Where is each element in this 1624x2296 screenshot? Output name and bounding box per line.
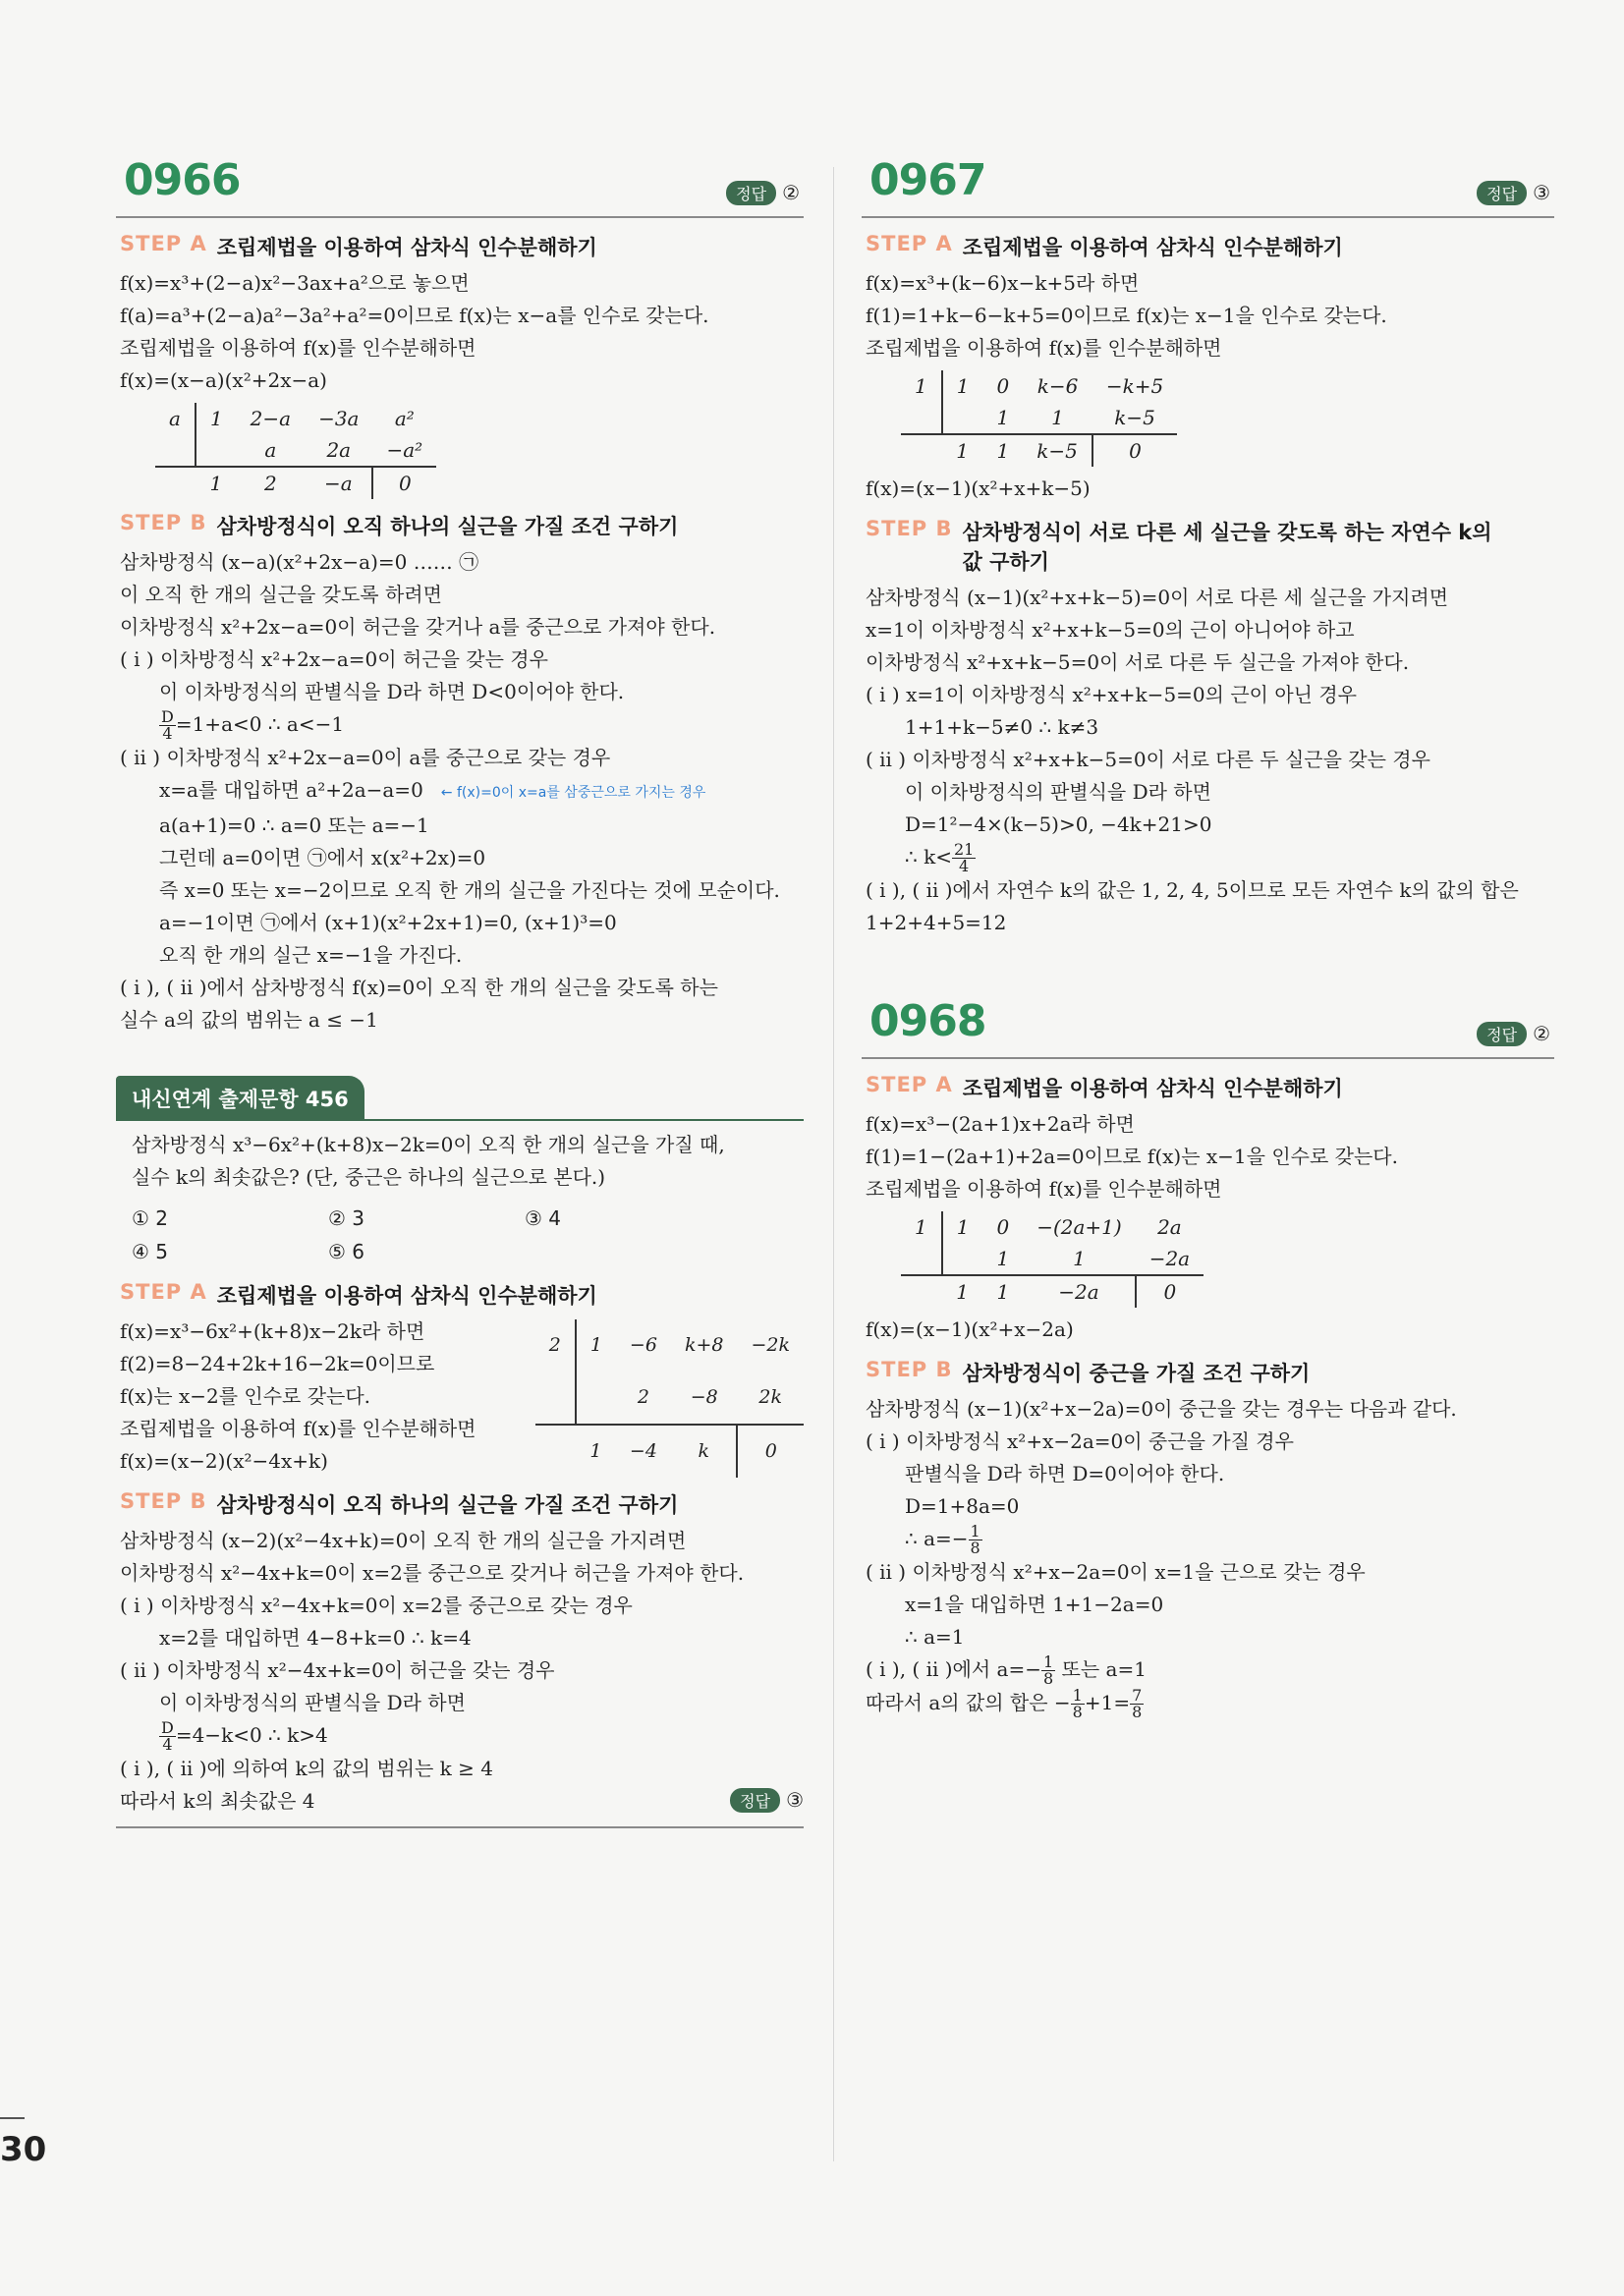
step-b-heading: [120, 1489, 804, 1519]
step-tag: STEP B: [120, 511, 207, 534]
solution-line: ( ii ) 이차방정식 x²+2x−a=0이 a를 중근으로 갖는 경우: [120, 746, 611, 769]
solution-line: 이차방정식 x²−4x+k=0이 x=2를 중근으로 갖거나 허근을 가져야 한다.: [120, 1561, 745, 1585]
answer-value: ③: [786, 1788, 804, 1812]
synthetic-division-table: [155, 403, 436, 499]
step-a-lines: [116, 1316, 476, 1478]
coef: k−5: [1036, 439, 1078, 463]
solution-line: ( ii ) 이차방정식 x²−4x+k=0이 허근을 갖는 경우: [120, 1658, 555, 1682]
solution-line: 삼차방정식 (x−1)(x²+x−2a)=0이 중근을 갖는 경우는 다음과 같다.: [866, 1397, 1457, 1421]
divisor: 1: [901, 370, 942, 402]
solution-line: f(2)=8−24+2k+16−2k=0이므로: [120, 1352, 435, 1375]
solution-line: f(x)는 x−2를 인수로 갖는다.: [120, 1384, 371, 1408]
solution-line: x=1을 대입하면 1+1−2a=0: [905, 1593, 1164, 1616]
step-tag: STEP B: [120, 1489, 207, 1513]
expr: ( i ), ( ii )에서 a=−: [866, 1657, 1041, 1681]
solution-line: f(1)=1−(2a+1)+2a=0이므로 f(x)는 x−1을 인수로 갖는다.: [866, 1145, 1398, 1168]
solution-line: 판별식을 D라 하면 D=0이어야 한다.: [905, 1462, 1225, 1485]
page-number-rule: [0, 2117, 25, 2119]
step-title: 조립제법을 이용하여 삼차식 인수분해하기: [962, 236, 1343, 259]
fraction: $\frac{1}{8}$: [1072, 1686, 1083, 1721]
solution-line: [866, 1687, 1554, 1720]
solution-line: 오직 한 개의 실근 x=−1을 가진다.: [159, 943, 463, 967]
step-a-body: [116, 1316, 804, 1478]
coef: 1: [589, 1334, 602, 1357]
solution-line: 삼차방정식 (x−a)(x²+2x−a)=0 …… ㉠: [120, 550, 479, 574]
coef: 2a: [305, 434, 372, 467]
question-number: 0966: [124, 155, 241, 205]
coef: 1: [956, 1215, 970, 1239]
solution-line: f(1)=1+k−6−k+5=0이므로 f(x)는 x−1을 인수로 갖는다.: [866, 304, 1387, 327]
answer-value: ②: [782, 181, 800, 204]
divisor: a: [155, 403, 196, 434]
solution-line: 실수 a의 값의 범위는 a ≤ −1: [120, 1008, 378, 1032]
coef: 1: [209, 407, 223, 430]
question-header-0968: [862, 988, 1554, 1059]
solution-line: D=1²−4×(k−5)>0, −4k+21>0: [905, 812, 1212, 836]
solution-line: [905, 841, 1554, 874]
solution-line: 조립제법을 이용하여 f(x)를 인수분해하면: [866, 1177, 1222, 1201]
answer-indicator: [726, 181, 800, 205]
remainder: 0: [1136, 1275, 1204, 1308]
coef: 1: [956, 1280, 969, 1304]
remainder: 0: [1092, 434, 1177, 467]
step-a-heading: [866, 1073, 1554, 1102]
expr: =4−k<0 ∴ k>4: [175, 1723, 328, 1747]
step-tag: STEP A: [120, 1280, 207, 1304]
solution-line: ( ii ) 이차방정식 x²+x+k−5=0이 서로 다른 두 실근을 갖는 경우: [866, 748, 1430, 771]
expr: 또는 a=1: [1055, 1657, 1147, 1681]
coef: 1: [589, 1440, 602, 1463]
solution-line: 따라서 k의 최솟값은 4: [120, 1789, 315, 1813]
step-tag: STEP A: [866, 1073, 953, 1096]
left-column: [116, 147, 804, 1828]
fraction: $\frac{7}{8}$: [1132, 1686, 1143, 1721]
solution-line: 이 이차방정식의 판별식을 D라 하면: [159, 1691, 466, 1714]
answer-choices: [132, 1202, 804, 1268]
coef: 2: [616, 1372, 671, 1425]
expr: 따라서 a의 값의 합은 −: [866, 1691, 1071, 1714]
coef: −a²: [372, 434, 436, 467]
coef: [196, 434, 237, 467]
solution-line: 그런데 a=0이면 ㉠에서 x(x²+2x)=0: [159, 846, 486, 869]
page-number: 30: [0, 2130, 47, 2169]
solution-line: 이차방정식 x²+x+k−5=0이 서로 다른 두 실근을 가져야 한다.: [866, 650, 1410, 674]
coef: −(2a+1): [1036, 1215, 1122, 1239]
solution-line: 이 이차방정식의 판별식을 D라 하면: [905, 780, 1211, 804]
solution-line: [159, 774, 804, 810]
coef: −8: [671, 1372, 738, 1425]
solution-line: a=−1이면 ㉠에서 (x+1)(x²+2x+1)=0, (x+1)³=0: [159, 911, 617, 934]
solution-line: f(x)=x³−(2a+1)x+2a라 하면: [866, 1112, 1135, 1136]
answer-label: 정답: [726, 181, 776, 205]
step-b-heading: [120, 511, 804, 540]
question-number: 0967: [869, 155, 986, 205]
coef: −3a: [318, 407, 360, 430]
coef: −k+5: [1105, 374, 1164, 398]
coef: a: [237, 434, 305, 467]
coef: 1: [956, 439, 969, 463]
coef: k: [698, 1440, 709, 1463]
step-title: 조립제법을 이용하여 삼차식 인수분해하기: [216, 236, 597, 259]
step-tag: STEP A: [120, 232, 207, 255]
column-divider: [833, 167, 834, 2161]
expr: ∴ a=−: [905, 1527, 969, 1550]
solution-line: ( i ), ( ii )에 의하여 k의 값의 범위는 k ≥ 4: [120, 1757, 493, 1780]
solution-line: a(a+1)=0 ∴ a=0 또는 a=−1: [159, 813, 429, 837]
coef: k+8: [684, 1334, 724, 1357]
expr: ∴ k<: [905, 845, 952, 868]
synthetic-division-table: [901, 1211, 1204, 1308]
expr: =1+a<0 ∴ a<−1: [175, 712, 345, 736]
section-end-rule: [116, 1826, 804, 1828]
step-title: 삼차방정식이 중근을 가질 조건 구하기: [962, 1362, 1311, 1385]
coef: [942, 402, 983, 434]
solution-line: x=2를 대입하면 4−8+k=0 ∴ k=4: [159, 1626, 472, 1650]
coef: 1: [996, 1280, 1010, 1304]
coef: [942, 1243, 983, 1275]
divisor: 2: [535, 1319, 576, 1372]
coef: 1: [982, 402, 1023, 434]
expr: x=a를 대입하면 a²+2a−a=0: [159, 778, 423, 802]
solution-line: 삼차방정식 (x−2)(x²−4x+k)=0이 오직 한 개의 실근을 가지려면: [120, 1529, 687, 1552]
solution-line: ( i ), ( ii )에서 자연수 k의 값은 1, 2, 4, 5이므로 모든 자연수 k의 값의 합은: [866, 878, 1519, 902]
coef: 1: [1023, 1243, 1136, 1275]
coef: k−6: [1036, 374, 1079, 398]
solution-line: 1+1+k−5≠0 ∴ k≠3: [905, 715, 1099, 739]
step-b-heading: [866, 517, 1554, 576]
solution-line: ( i ) 이차방정식 x²+2x−a=0이 허근을 갖는 경우: [120, 647, 548, 671]
coef: k−5: [1092, 402, 1177, 434]
solution-line: D=1+8a=0: [905, 1494, 1020, 1518]
remainder: 0: [372, 467, 436, 499]
solution-line: [905, 1523, 1554, 1556]
solution-line: f(x)=x³+(k−6)x−k+5라 하면: [866, 271, 1140, 295]
choice-5[interactable]: ⑤ 6: [328, 1240, 365, 1263]
solution-line: x=1이 이차방정식 x²+x+k−5=0의 근이 아니어야 하고: [866, 618, 1355, 642]
solution-line: 조립제법을 이용하여 f(x)를 인수분해하면: [120, 336, 476, 360]
coef: [576, 1372, 616, 1425]
solution-line: [159, 1719, 804, 1753]
choice-3[interactable]: ③ 4: [525, 1206, 562, 1230]
solution-line: f(x)=(x−1)(x²+x−2a): [866, 1317, 1074, 1341]
coef: −4: [629, 1440, 657, 1463]
solution-line: f(x)=(x−2)(x²−4x+k): [120, 1449, 328, 1473]
expr: +1=: [1084, 1691, 1131, 1714]
solution-line: ( i ), ( ii )에서 삼차방정식 f(x)=0이 오직 한 개의 실근을 갖도록 하는: [120, 976, 718, 999]
solution-line: f(x)=(x−a)(x²+2x−a): [120, 368, 327, 392]
solution-line: ∴ a=1: [905, 1625, 965, 1649]
solution-line: ( ii ) 이차방정식 x²+x−2a=0이 x=1을 근으로 갖는 경우: [866, 1560, 1366, 1584]
synthetic-division-table: [901, 370, 1177, 467]
step-title: 삼차방정식이 오직 하나의 실근을 가질 조건 구하기: [216, 515, 679, 538]
step-tag: STEP B: [866, 517, 953, 540]
coef: 1: [1023, 402, 1092, 434]
coef: 1: [209, 472, 223, 495]
step-b-heading: [866, 1358, 1554, 1387]
coef: 2a: [1157, 1215, 1182, 1239]
choice-4[interactable]: ④ 5: [132, 1240, 169, 1263]
solution-line: ( i ) x=1이 이차방정식 x²+x+k−5=0의 근이 아닌 경우: [866, 683, 1357, 706]
answer-value: ②: [1533, 1022, 1550, 1045]
answer-label: 정답: [1477, 1022, 1527, 1046]
coef: 2k: [737, 1372, 804, 1425]
step-a-heading: [866, 232, 1554, 261]
coef: 0: [996, 374, 1010, 398]
step-a-heading: [120, 232, 804, 261]
fraction: $\frac{21}{4}$: [953, 840, 975, 875]
step-title: 조립제법을 이용하여 삼차식 인수분해하기: [962, 1077, 1343, 1100]
margin-note: ← f(x)=0이 x=a를 삼중근으로 가지는 경우: [440, 785, 706, 801]
synthetic-division-table: [535, 1319, 804, 1478]
solution-line: 조립제법을 이용하여 f(x)를 인수분해하면: [120, 1417, 476, 1440]
step-title: 삼차방정식이 서로 다른 세 실근을 갖도록 하는 자연수 k의 값 구하기: [962, 521, 1492, 574]
answer-indicator: [1477, 1022, 1550, 1046]
coef: 1: [996, 439, 1010, 463]
step-a-heading: [120, 1280, 804, 1310]
solution-line: 1+2+4+5=12: [866, 911, 1007, 934]
coef: −2k: [751, 1334, 790, 1357]
solution-line: 이 이차방정식의 판별식을 D라 하면 D<0이어야 한다.: [159, 680, 625, 703]
step-tag: STEP B: [866, 1358, 953, 1381]
choice-2[interactable]: ② 3: [328, 1206, 365, 1230]
question-text: 삼차방정식 x³−6x²+(k+8)x−2k=0이 오직 한 개의 실근을 가질 때,: [132, 1133, 725, 1156]
coef: 1: [956, 374, 970, 398]
solution-line: f(a)=a³+(2−a)a²−3a²+a²=0이므로 f(x)는 x−a를 인수로 갖는다.: [120, 304, 709, 327]
solution-line: 조립제법을 이용하여 f(x)를 인수분해하면: [866, 336, 1222, 360]
answer-label: 정답: [730, 1788, 780, 1813]
solution-line: 삼차방정식 (x−1)(x²+x+k−5)=0이 서로 다른 세 실근을 가지려면: [866, 586, 1449, 609]
solution-line: 이 오직 한 개의 실근을 갖도록 하려면: [120, 583, 442, 606]
question-number: 0968: [869, 996, 986, 1046]
fraction: $\frac{1}{8}$: [970, 1522, 980, 1557]
coef: −2a: [1136, 1243, 1204, 1275]
fraction: $\frac{D}{4}$: [161, 707, 174, 743]
coef: −a: [323, 472, 353, 495]
coef: 2−a: [250, 407, 292, 430]
coef: 0: [996, 1215, 1010, 1239]
answer-indicator: [1477, 181, 1550, 205]
solution-line: f(x)=x³−6x²+(k+8)x−2k라 하면: [120, 1319, 425, 1343]
linked-problem-header: [116, 1076, 804, 1121]
solution-line: f(x)=x³+(2−a)x²−3ax+a²으로 놓으면: [120, 271, 470, 295]
coef: −2a: [1058, 1280, 1099, 1304]
coef: a²: [394, 407, 415, 430]
answer-label: 정답: [1477, 181, 1527, 205]
divisor: 1: [901, 1211, 942, 1243]
choice-1[interactable]: ① 2: [132, 1206, 169, 1230]
solution-line: ( i ) 이차방정식 x²−4x+k=0이 x=2를 중근으로 갖는 경우: [120, 1594, 633, 1617]
question-text: 실수 k의 최솟값은? (단, 중근은 하나의 실근으로 본다.): [132, 1165, 606, 1189]
fraction: $\frac{D}{4}$: [161, 1718, 174, 1754]
solution-line: [159, 708, 804, 742]
coef: −6: [629, 1334, 657, 1357]
step-tag: STEP A: [866, 232, 953, 255]
linked-problem-tab: 내신연계 출제문항 456: [116, 1076, 364, 1121]
solution-line: [866, 1653, 1554, 1687]
right-column: [862, 147, 1554, 1720]
question-header-0966: [116, 147, 804, 218]
answer-value: ③: [1533, 181, 1550, 204]
coef: 2: [264, 472, 277, 495]
solution-line: f(x)=(x−1)(x²+x+k−5): [866, 476, 1091, 500]
step-title: 조립제법을 이용하여 삼차식 인수분해하기: [216, 1284, 597, 1308]
step-title: 삼차방정식이 오직 하나의 실근을 가질 조건 구하기: [216, 1493, 679, 1517]
solution-line: 즉 x=0 또는 x=−2이므로 오직 한 개의 실근을 가진다는 것에 모순이다.: [159, 878, 780, 902]
solution-line: ( i ) 이차방정식 x²+x−2a=0이 중근을 가질 경우: [866, 1429, 1294, 1453]
question-header-0967: [862, 147, 1554, 218]
remainder: 0: [737, 1425, 804, 1478]
solution-line: 이차방정식 x²+2x−a=0이 허근을 갖거나 a를 중근으로 가져야 한다.: [120, 615, 716, 639]
fraction: $\frac{1}{8}$: [1042, 1652, 1054, 1688]
coef: 1: [982, 1243, 1023, 1275]
